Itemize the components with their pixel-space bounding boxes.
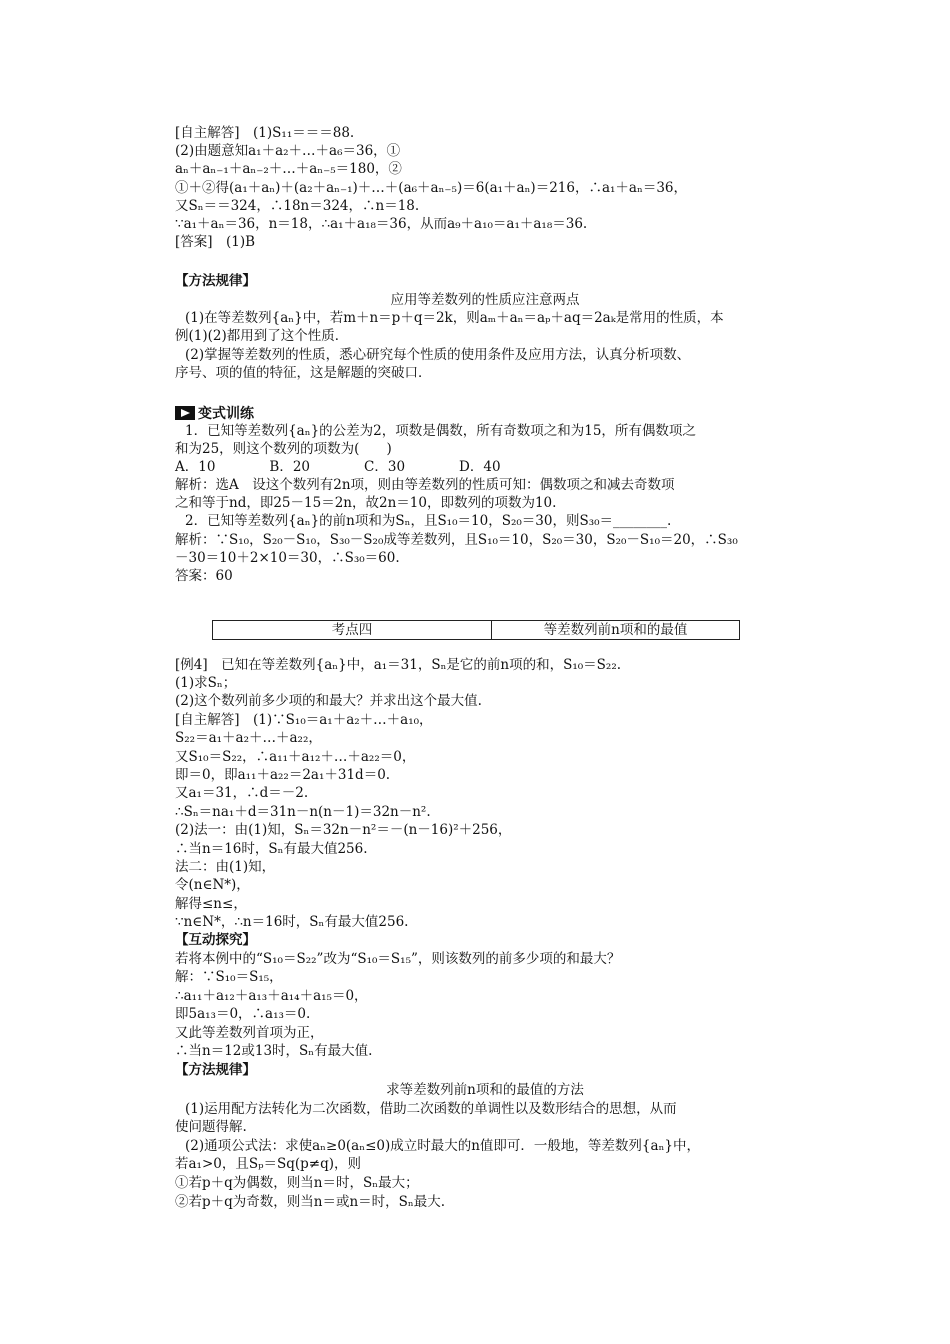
text-line: (1)在等差数列{aₙ}中，若m＋n＝p＋q＝2k，则aₘ＋aₙ＝aₚ＋aq＝2aₖ是常用的性质，本 [185,310,724,326]
text-line: (1)运用配方法转化为二次函数，借助二次函数的单调性以及数形结合的思想，从而 [185,1101,677,1117]
answer-line: 答案：60 [175,568,233,584]
method-title: 求等差数列前n项和的最值的方法 [386,1082,584,1098]
text-line: 法二：由(1)知， [175,859,276,875]
text-line: ①若p＋q为偶数，则当n＝时，Sₙ最大； [175,1175,419,1191]
text-line: 和为25，则这个数列的项数为( ) [175,441,392,457]
text-line: ∴Sₙ＝na₁＋d＝31n－n(n－1)＝32n－n². [175,804,431,820]
text-line: 令(n∈N*)， [175,877,250,893]
text-line: 解：∵S₁₀＝S₁₅， [175,969,283,985]
topic-box-right: 等差数列前n项和的最值 [543,622,688,638]
text-line: ∵a₁＋aₙ＝36，n＝18，∴a₁＋a₁₈＝36，从而a₉＋a₁₀＝a₁＋a₁₈＝36. [175,216,588,232]
text-line: －30＝10＋2×10＝30，∴S₃₀＝60. [175,550,400,566]
text-line: 之和等于nd，即25－15＝2n，故2n＝10，即数列的项数为10. [175,495,557,511]
text-line: (1)求Sₙ； [175,675,237,691]
text-line: 即5a₁₃＝0，∴a₁₃＝0. [175,1006,311,1022]
text-line: S₂₂＝a₁＋a₂＋…＋a₂₂， [175,730,322,746]
text-line: 解析：选A 设这个数列有2n项，则由等差数列的性质可知：偶数项之和减去奇数项 [175,477,675,493]
text-line: ①＋②得(a₁＋aₙ)＋(a₂＋aₙ₋₁)＋…＋(a₆＋aₙ₋₅)＝6(a₁＋aₙ)＝216，∴a₁＋aₙ＝36， [175,180,687,196]
explore-header: 【互动探究】 [175,932,256,948]
text-line: (2)通项公式法：求使aₙ≥0(aₙ≤0)成立时最大的n值即可．一般地，等差数列{aₙ}中， [185,1138,700,1154]
options-line: A．10 B．20 C．30 D．40 [175,459,501,475]
practice-tag-label: 变式训练 [198,406,254,422]
text-line: ②若p＋q为奇数，则当n＝或n＝时，Sₙ最大. [175,1194,446,1210]
text-line: (2)由题意知a₁＋a₂＋…＋a₆＝36，① [175,143,401,159]
text-line: [自主解答] (1)S₁₁＝＝＝88. [175,125,355,141]
text-line: 又Sₙ＝＝324，∴18n＝324，∴n＝18. [175,198,420,214]
text-line: 序号、项的值的特征，这是解题的突破口． [175,365,432,381]
text-line: (2)法一：由(1)知，Sₙ＝32n－n²＝－(n－16)²＋256， [175,822,512,838]
play-triangle-icon [175,406,195,420]
text-line: 解析：∵S₁₀，S₂₀－S₁₀，S₃₀－S₂₀成等差数列，且S₁₀＝10，S₂₀＝30，S₂₀－S₁₀＝20，∴S₃₀ [175,532,738,548]
method-header: 【方法规律】 [175,273,256,289]
text-line: aₙ＋aₙ₋₁＋aₙ₋₂＋…＋aₙ₋₅＝180，② [175,161,402,177]
text-line: 1．已知等差数列{aₙ}的公差为2，项数是偶数，所有奇数项之和为15，所有偶数项之 [185,423,696,439]
text-line: 即＝0，即a₁₁＋a₂₂＝2a₁＋31d＝0. [175,767,391,783]
answer-line: [答案] (1)B [175,234,256,250]
method-header: 【方法规律】 [175,1062,256,1078]
text-line: 解得≤n≤， [175,896,247,912]
method-title: 应用等差数列的性质应注意两点 [390,292,580,308]
text-line: (2)掌握等差数列的性质，悉心研究每个性质的使用条件及应用方法，认真分析项数、 [185,347,691,363]
practice-tag [175,404,254,422]
text-line: ∴a₁₁＋a₁₂＋a₁₃＋a₁₄＋a₁₅＝0， [175,988,368,1004]
text-line: 又S₁₀＝S₂₂，∴a₁₁＋a₁₂＋…＋a₂₂＝0， [175,749,416,765]
text-line: 若将本例中的“S₁₀＝S₂₂”改为“S₁₀＝S₁₅”，则该数列的前多少项的和最大？ [175,951,621,967]
topic-box [212,620,740,640]
text-line: [自主解答] (1)∵S₁₀＝a₁＋a₂＋…＋a₁₀， [175,712,433,728]
text-line: 例(1)(2)都用到了这个性质． [175,328,349,344]
text-line: 又此等差数列首项为正， [175,1025,324,1041]
text-line: 又a₁＝31，∴d＝－2. [175,785,309,801]
text-line: ∵n∈N*，∴n＝16时，Sₙ有最大值256. [175,914,409,930]
text-line: (2)这个数列前多少项的和最大？并求出这个最大值. [175,693,482,709]
text-line: ∴当n＝16时，Sₙ有最大值256. [175,841,368,857]
text-line: ∴当n＝12或13时，Sₙ有最大值. [175,1043,373,1059]
text-line: 使问题得解. [175,1119,247,1135]
text-line: 若a₁>0，且Sₚ＝Sq(p≠q)，则 [175,1156,362,1172]
text-line: 2．已知等差数列{aₙ}的前n项和为Sₙ，且S₁₀＝10，S₂₀＝30，则S₃₀＝________. [185,513,672,529]
text-line: [例4] 已知在等差数列{aₙ}中，a₁＝31，Sₙ是它的前n项的和，S₁₀＝S₂₂. [175,657,622,673]
topic-box-left: 考点四 [213,621,492,639]
